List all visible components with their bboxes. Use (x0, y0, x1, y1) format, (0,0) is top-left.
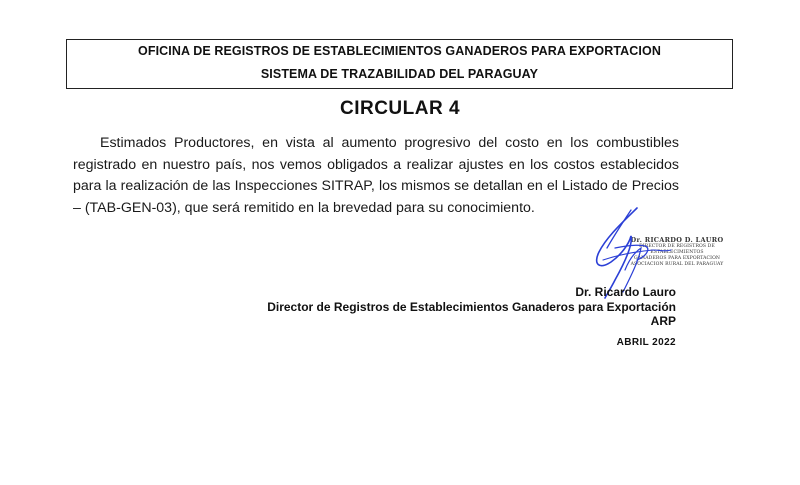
document-date: ABRIL 2022 (616, 337, 676, 348)
stamp-line-1: DIRECTOR DE REGISTROS DE ESTABLECIMIENTOS (639, 244, 715, 255)
signatory-name: Dr. Ricardo Lauro (575, 285, 676, 299)
header-office-name: OFICINA DE REGISTROS DE ESTABLECIMIENTOS GANADEROS PARA EXPORTACION (138, 44, 661, 58)
signatory-role: Director de Registros de Establecimientos Ganaderos para Exportación (267, 300, 676, 314)
stamp-line-3: ASOCIACION RURAL DEL PARAGUAY (630, 262, 724, 267)
header-system-name: SISTEMA DE TRAZABILIDAD DEL PARAGUAY (260, 67, 539, 81)
header-box (66, 39, 733, 89)
stamp-name: Dr. RICARDO D. LAURO (630, 236, 724, 244)
circular-title: CIRCULAR 4 (339, 98, 461, 119)
signatory-organization: ARP (650, 314, 676, 328)
stamp-line-2: GANADEROS PARA EXPORTACION (633, 256, 721, 261)
circular-body: Estimados Productores, en vista al aumento progresivo del costo en los combustibles registrado en nuestro país, nos vemos obligados a realizar ajustes en los costos establecidos para la realización de las Inspecciones SITRAP, los mismos se detallan en el Listado de Precios – (TAB-GEN-03), que será remitido en la brevedad para su conocimiento. (73, 135, 679, 216)
